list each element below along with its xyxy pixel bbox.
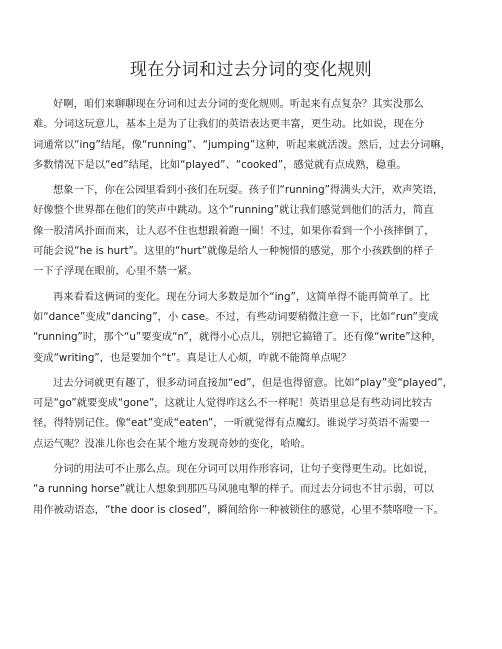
paragraph-line: “running”时，那个“u”要变成“n”，就得小心点儿，别把它搞错了。还有像“write”这种， — [33, 331, 442, 344]
paragraph-line: 可能会说“he is hurt”。这里的“hurt”就像是给人一种惋惜的感觉，那个小孩跌倒的样子 — [33, 245, 434, 258]
paragraph-2 — [33, 180, 469, 281]
paragraph-line: 好像整个世界都在他们的笑声中跳动。这个“running”就让我们感觉到他们的活力，简直 — [33, 204, 434, 217]
paragraph-3 — [33, 287, 469, 368]
paragraph-line: 再来看看这俩词的变化。现在分词大多数是加个“ing”，这简单得不能再简单了。比 — [53, 290, 430, 303]
paragraph-line: 如“dance”变成“dancing”，小 case。不过，有些动词要稍微注意一下，比如“run”变成 — [33, 310, 439, 323]
paragraph-line: 变成“writing”，也是要加个“t”。真是让人心烦，咋就不能简单点呢？ — [33, 351, 352, 364]
paragraph-line: “a running horse”就让人想象到那匹马风驰电掣的样子。而过去分词也不甘示弱，可以 — [33, 483, 434, 496]
document-title: 现在分词和过去分词的变化规则 — [129, 60, 373, 80]
paragraph-line: 怪，得特别记住。像“eat”变成“eaten”，一听就觉得有点魔幻。谁说学习英语不需要一 — [33, 417, 430, 430]
paragraph-4 — [33, 373, 469, 454]
document-body — [33, 94, 469, 525]
paragraph-line: 像一股清风扑面而来，让人忍不住也想跟着跑一圈！不过，如果你看到一个小孩摔倒了， — [33, 224, 435, 237]
paragraph-line: 想象一下，你在公园里看到小孩们在玩耍。孩子们“running”得满头大汗，欢声笑语， — [53, 184, 444, 197]
paragraph-line: 可是“go”就要变成“gone”，这就让人觉得咋这么不一样呢！英语里总是有些动词比较古 — [33, 397, 433, 410]
paragraph-line: 点运气呢？没准儿你也会在某个地方发现奇妙的变化，哈哈。 — [33, 437, 312, 450]
paragraph-5 — [33, 459, 469, 520]
paragraph-line: 用作被动语态，“the door is closed”，瞬间给你一种被锁住的感觉，心里不禁咯噔一下。 — [33, 503, 444, 516]
paragraph-1 — [33, 94, 469, 175]
paragraph-line: 分词的用法可不止那么点。现在分词可以用作形容词，让句子变得更生动。比如说， — [53, 463, 434, 476]
paragraph-line: 过去分词就更有趣了，很多动词直接加“ed”，但是也得留意。比如“play”变“played”， — [53, 376, 453, 389]
paragraph-line: 多数情况下是以“ed”结尾，比如“played”、“cooked”，感觉就有点成熟，稳重。 — [33, 158, 407, 171]
paragraph-line: 好啊，咱们来聊聊现在分词和过去分词的变化规则。听起来有点复杂？其实没那么 — [53, 98, 424, 110]
paragraph-line: 一下子浮现在眼前，心里不禁一紧。 — [33, 265, 198, 278]
paragraph-line: 难。分词这玩意儿，基本上是为了让我们的英语表达更丰富，更生动。比如说，现在分 — [33, 118, 425, 131]
paragraph-line: 词通常以“ing”结尾，像“running”、“jumping”这种，听起来就活泼。然后，过去分词嘛， — [33, 138, 451, 151]
